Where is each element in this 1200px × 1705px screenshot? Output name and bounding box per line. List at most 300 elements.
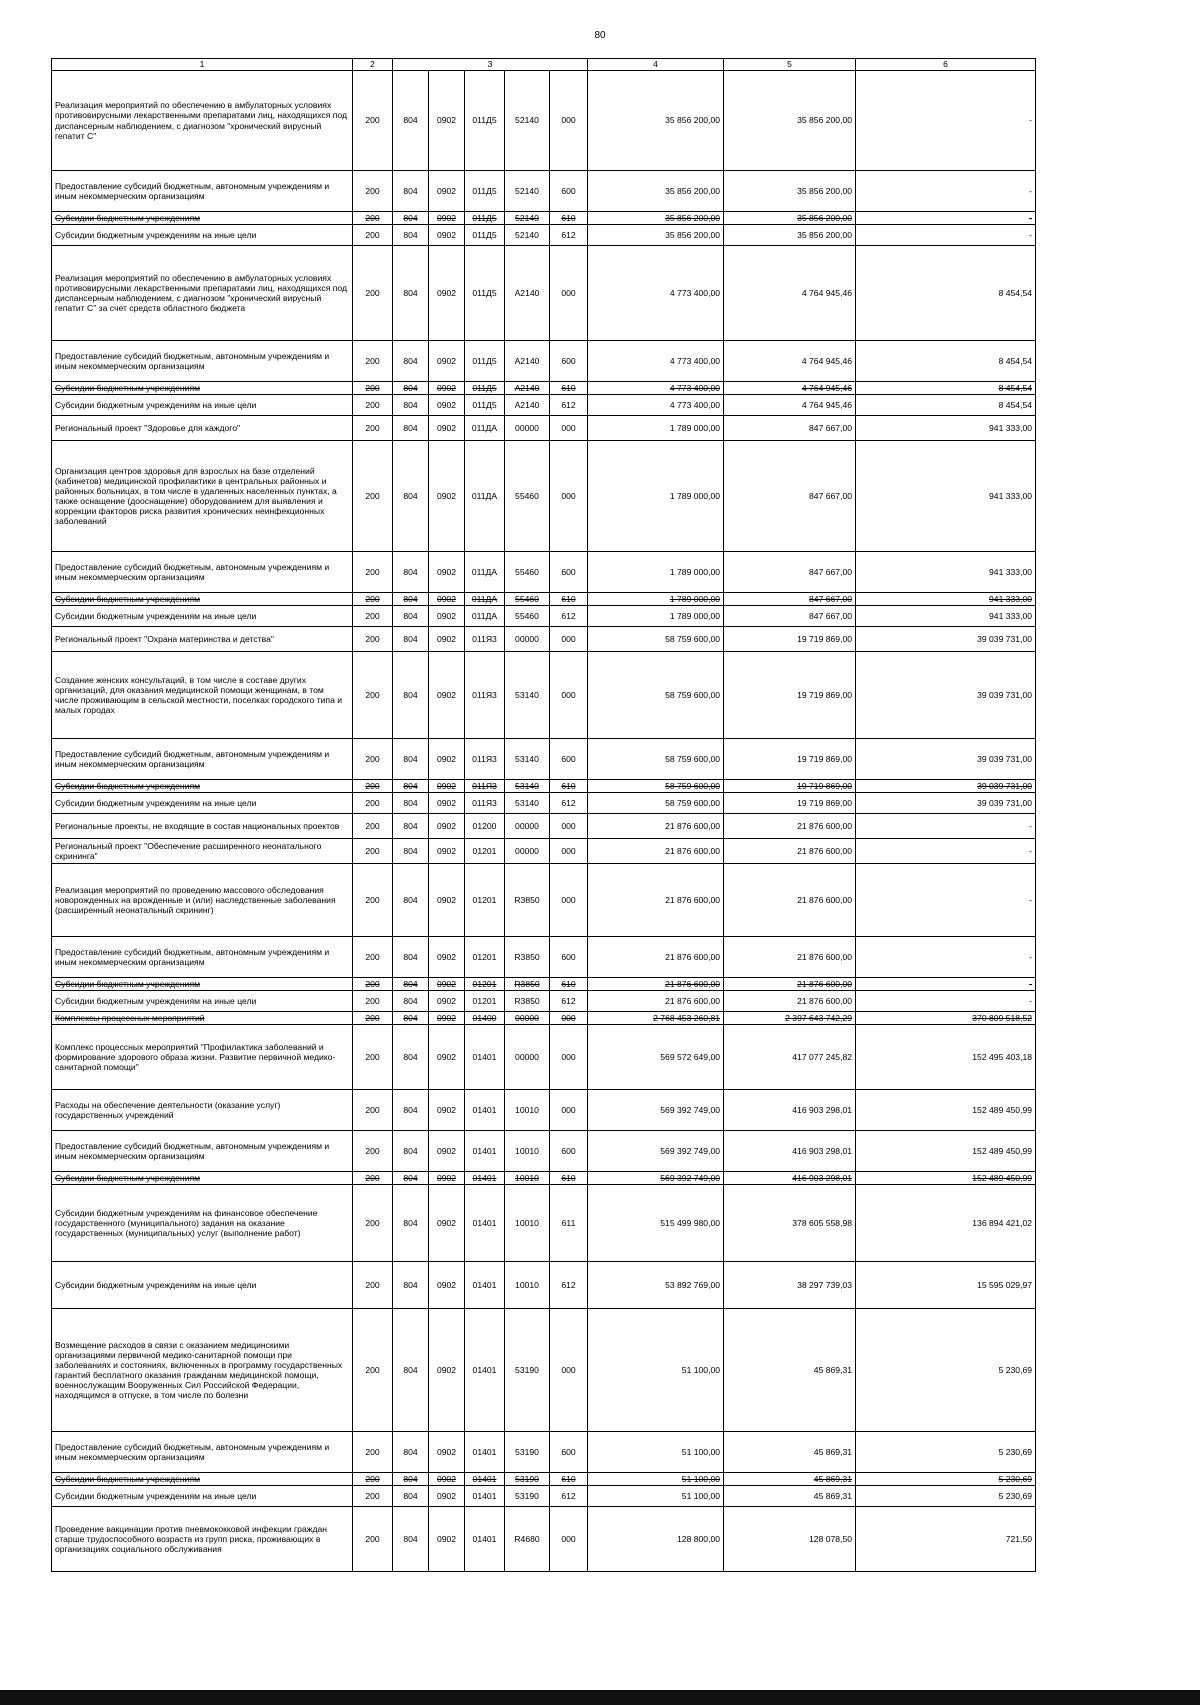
code-subsection: 0902	[429, 246, 465, 341]
code-direction: 52140	[505, 171, 550, 212]
code-direction: 53140	[505, 652, 550, 739]
value-col-6: 941 333,00	[856, 552, 1036, 593]
value-col-5: 378 605 558,98	[724, 1185, 856, 1262]
code-program: 01401	[465, 1486, 505, 1507]
value-col-6: 152 489 450,99	[856, 1090, 1036, 1131]
code-expense-type: 612	[550, 395, 588, 416]
table-row	[52, 1309, 1036, 1432]
value-col-6: 152 495 403,18	[856, 1025, 1036, 1090]
table-row	[52, 1090, 1036, 1131]
code-subsection: 0902	[429, 1131, 465, 1172]
row-name: Предоставление субсидий бюджетным, автономным учреждениям и иным некоммерческим организациям	[52, 171, 353, 212]
code-direction: 55460	[505, 593, 550, 606]
table-row	[52, 1432, 1036, 1473]
code-program: 01401	[465, 1262, 505, 1309]
row-name: Предоставление субсидий бюджетным, автономным учреждениям и иным некоммерческим организациям	[52, 1131, 353, 1172]
code-expense-type: 612	[550, 606, 588, 627]
value-col-6: -	[856, 937, 1036, 978]
row-name: Субсидии бюджетным учреждениям	[52, 780, 353, 793]
value-col-4: 21 876 600,00	[588, 978, 724, 991]
code-direction: 55460	[505, 552, 550, 593]
code-section: 804	[393, 1012, 429, 1025]
code-section: 804	[393, 341, 429, 382]
code-expense-type: 610	[550, 1473, 588, 1486]
table-row	[52, 246, 1036, 341]
table-row	[52, 978, 1036, 991]
row-name: Субсидии бюджетным учреждениям на иные цели	[52, 1262, 353, 1309]
value-col-5: 35 856 200,00	[724, 212, 856, 225]
code-expense-type: 000	[550, 1507, 588, 1572]
code-grbs: 200	[353, 814, 393, 839]
code-program: 011Д5	[465, 246, 505, 341]
code-program: 011Я3	[465, 652, 505, 739]
code-subsection: 0902	[429, 652, 465, 739]
value-col-6: -	[856, 991, 1036, 1012]
value-col-6: -	[856, 978, 1036, 991]
table-row	[52, 1012, 1036, 1025]
code-section: 804	[393, 1432, 429, 1473]
code-grbs: 200	[353, 441, 393, 552]
code-subsection: 0902	[429, 395, 465, 416]
table-row	[52, 1131, 1036, 1172]
code-grbs: 200	[353, 1172, 393, 1185]
code-direction: 53140	[505, 793, 550, 814]
code-expense-type: 611	[550, 1185, 588, 1262]
code-expense-type: 600	[550, 341, 588, 382]
value-col-6: 721,50	[856, 1507, 1036, 1572]
table-row	[52, 937, 1036, 978]
value-col-4: 569 392 749,00	[588, 1131, 724, 1172]
value-col-6: -	[856, 212, 1036, 225]
code-section: 804	[393, 739, 429, 780]
value-col-5: 847 667,00	[724, 416, 856, 441]
code-program: 01401	[465, 1131, 505, 1172]
code-direction: 55460	[505, 441, 550, 552]
code-subsection: 0902	[429, 382, 465, 395]
code-grbs: 200	[353, 171, 393, 212]
value-col-6: 5 230,69	[856, 1473, 1036, 1486]
code-subsection: 0902	[429, 593, 465, 606]
value-col-4: 569 392 749,00	[588, 1090, 724, 1131]
row-name: Проведение вакцинации против пневмококковой инфекции граждан старше трудоспособного возраста из групп риска, проживающих в организациях социального обслуживания	[52, 1507, 353, 1572]
value-col-6: 370 809 518,52	[856, 1012, 1036, 1025]
code-direction: 53190	[505, 1486, 550, 1507]
code-section: 804	[393, 1025, 429, 1090]
code-direction: А2140	[505, 341, 550, 382]
code-subsection: 0902	[429, 225, 465, 246]
code-expense-type: 600	[550, 552, 588, 593]
code-expense-type: 000	[550, 839, 588, 864]
code-section: 804	[393, 1131, 429, 1172]
code-subsection: 0902	[429, 1473, 465, 1486]
value-col-4: 51 100,00	[588, 1309, 724, 1432]
value-col-5: 847 667,00	[724, 593, 856, 606]
code-section: 804	[393, 1486, 429, 1507]
code-grbs: 200	[353, 552, 393, 593]
code-expense-type: 610	[550, 780, 588, 793]
code-section: 804	[393, 652, 429, 739]
table-row	[52, 814, 1036, 839]
code-expense-type: 612	[550, 1486, 588, 1507]
code-expense-type: 600	[550, 937, 588, 978]
value-col-5: 45 869,31	[724, 1309, 856, 1432]
code-program: 011Д5	[465, 212, 505, 225]
code-expense-type: 612	[550, 793, 588, 814]
table-row	[52, 1025, 1036, 1090]
table-row	[52, 1507, 1036, 1572]
code-subsection: 0902	[429, 171, 465, 212]
row-name: Субсидии бюджетным учреждениям на иные цели	[52, 1486, 353, 1507]
code-grbs: 200	[353, 864, 393, 937]
code-grbs: 200	[353, 416, 393, 441]
table-row	[52, 71, 1036, 171]
value-col-6: 8 454,54	[856, 341, 1036, 382]
code-program: 01400	[465, 1012, 505, 1025]
code-expense-type: 000	[550, 1090, 588, 1131]
value-col-5: 2 397 643 742,29	[724, 1012, 856, 1025]
code-subsection: 0902	[429, 739, 465, 780]
row-name: Субсидии бюджетным учреждениям	[52, 1473, 353, 1486]
code-section: 804	[393, 71, 429, 171]
code-expense-type: 000	[550, 71, 588, 171]
row-name: Субсидии бюджетным учреждениям	[52, 978, 353, 991]
code-section: 804	[393, 395, 429, 416]
value-col-5: 4 764 945,46	[724, 382, 856, 395]
code-grbs: 200	[353, 225, 393, 246]
value-col-5: 847 667,00	[724, 552, 856, 593]
code-expense-type: 612	[550, 991, 588, 1012]
code-subsection: 0902	[429, 416, 465, 441]
code-direction: R3850	[505, 864, 550, 937]
value-col-6: -	[856, 814, 1036, 839]
row-name: Субсидии бюджетным учреждениям на иные цели	[52, 395, 353, 416]
value-col-6: -	[856, 225, 1036, 246]
row-name: Предоставление субсидий бюджетным, автономным учреждениям и иным некоммерческим организациям	[52, 552, 353, 593]
code-program: 011Д5	[465, 395, 505, 416]
table-row	[52, 593, 1036, 606]
code-direction: R4680	[505, 1507, 550, 1572]
value-col-5: 35 856 200,00	[724, 171, 856, 212]
row-name: Расходы на обеспечение деятельности (оказание услуг) государственных учреждений	[52, 1090, 353, 1131]
code-subsection: 0902	[429, 780, 465, 793]
value-col-4: 21 876 600,00	[588, 839, 724, 864]
code-grbs: 200	[353, 1090, 393, 1131]
code-section: 804	[393, 246, 429, 341]
value-col-5: 21 876 600,00	[724, 937, 856, 978]
code-grbs: 200	[353, 991, 393, 1012]
code-subsection: 0902	[429, 1090, 465, 1131]
code-subsection: 0902	[429, 71, 465, 171]
table-row	[52, 225, 1036, 246]
code-grbs: 200	[353, 652, 393, 739]
code-expense-type: 610	[550, 212, 588, 225]
code-expense-type: 612	[550, 1262, 588, 1309]
code-direction: R3850	[505, 991, 550, 1012]
row-name: Предоставление субсидий бюджетным, автономным учреждениям и иным некоммерческим организациям	[52, 739, 353, 780]
code-subsection: 0902	[429, 1172, 465, 1185]
row-name: Организация центров здоровья для взрослых на базе отделений (кабинетов) медицинской профилактики в центральных районных и районных больницах, в том числе в удаленных населенных пунктах, а также оснащение (дооснащение) оборудованием для выявления и коррекции факторов риска развития хронических неинфекционных заболеваний	[52, 441, 353, 552]
code-subsection: 0902	[429, 1012, 465, 1025]
value-col-5: 35 856 200,00	[724, 225, 856, 246]
code-direction: 00000	[505, 839, 550, 864]
code-grbs: 200	[353, 593, 393, 606]
value-col-4: 1 789 000,00	[588, 441, 724, 552]
code-expense-type: 000	[550, 246, 588, 341]
value-col-5: 35 856 200,00	[724, 71, 856, 171]
value-col-6: 941 333,00	[856, 416, 1036, 441]
row-name: Субсидии бюджетным учреждениям	[52, 382, 353, 395]
value-col-6: -	[856, 839, 1036, 864]
row-name: Региональные проекты, не входящие в состав национальных проектов	[52, 814, 353, 839]
header-col-5: 5	[724, 59, 856, 71]
value-col-4: 21 876 600,00	[588, 991, 724, 1012]
value-col-6: 8 454,54	[856, 246, 1036, 341]
row-name: Субсидии бюджетным учреждениям на иные цели	[52, 225, 353, 246]
code-subsection: 0902	[429, 441, 465, 552]
code-section: 804	[393, 937, 429, 978]
value-col-6: 5 230,69	[856, 1486, 1036, 1507]
code-expense-type: 600	[550, 1432, 588, 1473]
code-subsection: 0902	[429, 1309, 465, 1432]
code-subsection: 0902	[429, 937, 465, 978]
code-direction: R3850	[505, 978, 550, 991]
code-program: 011Д5	[465, 382, 505, 395]
code-subsection: 0902	[429, 1432, 465, 1473]
code-subsection: 0902	[429, 991, 465, 1012]
value-col-6: 5 230,69	[856, 1309, 1036, 1432]
value-col-4: 4 773 400,00	[588, 341, 724, 382]
row-name: Субсидии бюджетным учреждениям	[52, 212, 353, 225]
code-section: 804	[393, 780, 429, 793]
value-col-5: 417 077 245,82	[724, 1025, 856, 1090]
bottom-scan-edge	[0, 1690, 1200, 1705]
code-direction: А2140	[505, 382, 550, 395]
value-col-5: 847 667,00	[724, 441, 856, 552]
value-col-4: 35 856 200,00	[588, 212, 724, 225]
code-expense-type: 600	[550, 171, 588, 212]
value-col-4: 1 789 000,00	[588, 606, 724, 627]
code-direction: 00000	[505, 1012, 550, 1025]
code-direction: 53140	[505, 739, 550, 780]
value-col-6: 152 489 450,99	[856, 1131, 1036, 1172]
row-name: Реализация мероприятий по обеспечению в амбулаторных условиях противовирусными лекарственными препаратами лиц, находящихся под диспансерным наблюдением, с диагнозом "хронический вирусный гепатит С"	[52, 71, 353, 171]
code-grbs: 200	[353, 1473, 393, 1486]
code-direction: 10010	[505, 1090, 550, 1131]
code-subsection: 0902	[429, 814, 465, 839]
code-program: 011ДА	[465, 416, 505, 441]
table-row	[52, 382, 1036, 395]
value-col-4: 4 773 400,00	[588, 382, 724, 395]
code-expense-type: 612	[550, 225, 588, 246]
code-grbs: 200	[353, 71, 393, 171]
code-section: 804	[393, 212, 429, 225]
code-subsection: 0902	[429, 1185, 465, 1262]
code-subsection: 0902	[429, 1025, 465, 1090]
value-col-6: 8 454,54	[856, 382, 1036, 395]
value-col-5: 38 297 739,03	[724, 1262, 856, 1309]
row-name: Субсидии бюджетным учреждениям на финансовое обеспечение государственного (муниципального) задания на оказание государственных (муниципальных) услуг (выполнение работ)	[52, 1185, 353, 1262]
code-expense-type: 000	[550, 627, 588, 652]
value-col-5: 416 903 298,01	[724, 1131, 856, 1172]
code-grbs: 200	[353, 627, 393, 652]
code-program: 01401	[465, 1309, 505, 1432]
value-col-6: 8 454,54	[856, 395, 1036, 416]
code-subsection: 0902	[429, 627, 465, 652]
table-row	[52, 416, 1036, 441]
code-direction: 00000	[505, 416, 550, 441]
code-program: 011Я3	[465, 780, 505, 793]
value-col-5: 19 719 869,00	[724, 627, 856, 652]
code-direction: 10010	[505, 1131, 550, 1172]
code-expense-type: 000	[550, 441, 588, 552]
code-grbs: 200	[353, 937, 393, 978]
value-col-6: 15 595 029,97	[856, 1262, 1036, 1309]
page-number: 80	[594, 30, 606, 41]
code-grbs: 200	[353, 739, 393, 780]
table-row	[52, 552, 1036, 593]
code-section: 804	[393, 627, 429, 652]
value-col-4: 4 773 400,00	[588, 395, 724, 416]
code-section: 804	[393, 552, 429, 593]
code-expense-type: 000	[550, 864, 588, 937]
row-name: Субсидии бюджетным учреждениям на иные цели	[52, 793, 353, 814]
table-row	[52, 780, 1036, 793]
code-expense-type: 000	[550, 652, 588, 739]
code-grbs: 200	[353, 793, 393, 814]
row-name: Реализация мероприятий по обеспечению в амбулаторных условиях противовирусными лекарственными препаратами лиц, находящихся под диспансерным наблюдением, с диагнозом "хронический вирусный гепатит С" за счет средств областного бюджета	[52, 246, 353, 341]
code-direction: 52140	[505, 212, 550, 225]
code-program: 01401	[465, 1025, 505, 1090]
code-program: 01401	[465, 1432, 505, 1473]
code-program: 01401	[465, 1473, 505, 1486]
header-col-3: 3	[393, 59, 588, 71]
code-grbs: 200	[353, 606, 393, 627]
code-program: 01201	[465, 864, 505, 937]
value-col-6: 152 489 450,99	[856, 1172, 1036, 1185]
header-col-2: 2	[353, 59, 393, 71]
value-col-6: -	[856, 864, 1036, 937]
code-subsection: 0902	[429, 978, 465, 991]
code-section: 804	[393, 1172, 429, 1185]
value-col-6: -	[856, 71, 1036, 171]
row-name: Субсидии бюджетным учреждениям на иные цели	[52, 991, 353, 1012]
code-program: 01401	[465, 1172, 505, 1185]
code-expense-type: 000	[550, 416, 588, 441]
value-col-4: 51 100,00	[588, 1486, 724, 1507]
table-row	[52, 652, 1036, 739]
value-col-5: 416 903 298,01	[724, 1172, 856, 1185]
row-name: Предоставление субсидий бюджетным, автономным учреждениям и иным некоммерческим организациям	[52, 1432, 353, 1473]
row-name: Возмещение расходов в связи с оказанием медицинскими организациями первичной медико-санитарной помощи при заболеваниях и состояниях, включенных в программу государственных гарантий бесплатного оказания гражданам медицинской помощи, военнослужащим Вооруженных Сил Российской Федерации, находящимся в отпуске, в том числе по болезни	[52, 1309, 353, 1432]
code-direction: 55460	[505, 606, 550, 627]
value-col-5: 21 876 600,00	[724, 978, 856, 991]
code-direction: А2140	[505, 395, 550, 416]
code-expense-type: 000	[550, 1309, 588, 1432]
value-col-4: 21 876 600,00	[588, 814, 724, 839]
code-direction: 52140	[505, 71, 550, 171]
row-name: Субсидии бюджетным учреждениям на иные цели	[52, 606, 353, 627]
code-direction: 10010	[505, 1185, 550, 1262]
code-direction: 10010	[505, 1262, 550, 1309]
code-direction: 00000	[505, 814, 550, 839]
code-subsection: 0902	[429, 839, 465, 864]
value-col-4: 21 876 600,00	[588, 937, 724, 978]
value-col-4: 35 856 200,00	[588, 225, 724, 246]
code-program: 011ДА	[465, 552, 505, 593]
value-col-4: 58 759 600,00	[588, 652, 724, 739]
table-row	[52, 739, 1036, 780]
value-col-5: 19 719 869,00	[724, 793, 856, 814]
value-col-6: 5 230,69	[856, 1432, 1036, 1473]
value-col-4: 21 876 600,00	[588, 864, 724, 937]
code-subsection: 0902	[429, 793, 465, 814]
table-row	[52, 171, 1036, 212]
table-row	[52, 1172, 1036, 1185]
value-col-4: 1 789 000,00	[588, 552, 724, 593]
code-direction: 10010	[505, 1172, 550, 1185]
value-col-4: 35 856 200,00	[588, 71, 724, 171]
value-col-5: 19 719 869,00	[724, 739, 856, 780]
code-expense-type: 600	[550, 1131, 588, 1172]
code-grbs: 200	[353, 395, 393, 416]
code-program: 011ДА	[465, 441, 505, 552]
value-col-5: 19 719 869,00	[724, 780, 856, 793]
code-program: 01201	[465, 839, 505, 864]
value-col-4: 35 856 200,00	[588, 171, 724, 212]
code-grbs: 200	[353, 382, 393, 395]
table-row	[52, 1262, 1036, 1309]
value-col-6: 941 333,00	[856, 593, 1036, 606]
row-name: Субсидии бюджетным учреждениям	[52, 1172, 353, 1185]
code-section: 804	[393, 1185, 429, 1262]
table-row	[52, 212, 1036, 225]
value-col-4: 569 572 649,00	[588, 1025, 724, 1090]
value-col-4: 128 800,00	[588, 1507, 724, 1572]
code-direction: R3850	[505, 937, 550, 978]
code-grbs: 200	[353, 1012, 393, 1025]
row-name: Реализация мероприятий по проведению массового обследования новорожденных на врожденные и (или) наследственные заболевания (расширенный неонатальный скрининг)	[52, 864, 353, 937]
code-direction: А2140	[505, 246, 550, 341]
code-expense-type: 000	[550, 1012, 588, 1025]
code-direction: 53190	[505, 1473, 550, 1486]
value-col-4: 53 892 769,00	[588, 1262, 724, 1309]
value-col-5: 21 876 600,00	[724, 991, 856, 1012]
value-col-5: 21 876 600,00	[724, 864, 856, 937]
value-col-4: 58 759 600,00	[588, 739, 724, 780]
code-program: 01201	[465, 937, 505, 978]
code-program: 011ДА	[465, 593, 505, 606]
code-program: 011Д5	[465, 225, 505, 246]
code-grbs: 200	[353, 1185, 393, 1262]
value-col-5: 4 764 945,46	[724, 395, 856, 416]
budget-table	[51, 58, 1036, 1572]
value-col-4: 58 759 600,00	[588, 627, 724, 652]
code-grbs: 200	[353, 1432, 393, 1473]
code-grbs: 200	[353, 839, 393, 864]
code-grbs: 200	[353, 1309, 393, 1432]
code-section: 804	[393, 1309, 429, 1432]
value-col-6: 39 039 731,00	[856, 739, 1036, 780]
code-section: 804	[393, 1473, 429, 1486]
value-col-4: 515 499 980,00	[588, 1185, 724, 1262]
code-section: 804	[393, 171, 429, 212]
code-program: 01201	[465, 978, 505, 991]
code-expense-type: 000	[550, 1025, 588, 1090]
code-grbs: 200	[353, 1025, 393, 1090]
row-name: Предоставление субсидий бюджетным, автономным учреждениям и иным некоммерческим организациям	[52, 937, 353, 978]
table-row	[52, 606, 1036, 627]
value-col-6: 39 039 731,00	[856, 780, 1036, 793]
